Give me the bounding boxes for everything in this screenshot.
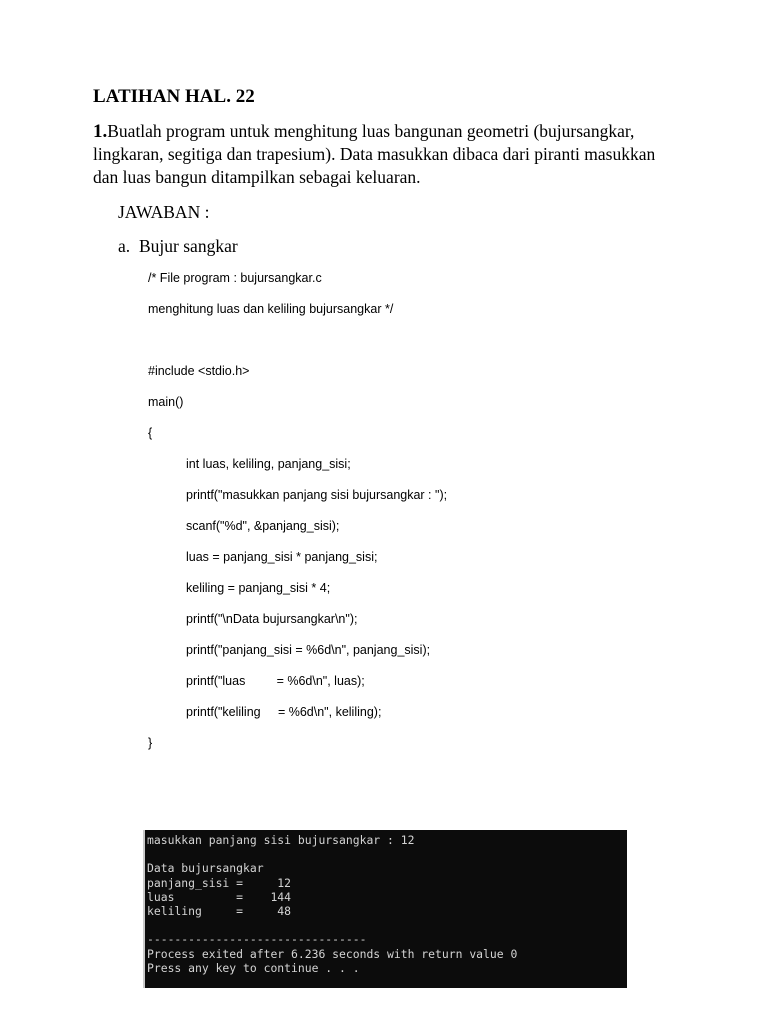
task-line-1 [93, 120, 683, 143]
answer-label: JAWABAN : [118, 202, 210, 222]
console-line: keliling = 48 [147, 903, 292, 918]
console-line: Press any key to continue . . . [147, 960, 360, 975]
console-output-screenshot [143, 830, 627, 988]
task-text-2: lingkaran, segitiga dan trapesium). Data masukkan dibaca dari piranti masukkan [93, 144, 656, 164]
task-text-3: dan luas bangun ditampilkan sebagai keluaran. [93, 167, 421, 187]
console-line: -------------------------------- [147, 932, 367, 947]
code-line: { [148, 426, 153, 440]
console-line [147, 918, 627, 932]
console-line: Data bujursangkar [147, 861, 264, 876]
console-line: luas = 144 [147, 889, 292, 904]
code-line: } [148, 736, 153, 750]
subsection-label: Bujur sangkar [139, 236, 238, 256]
task-paragraph [93, 120, 683, 189]
code-line: printf("\nData bujursangkar\n"); [186, 612, 358, 626]
code-line: #include <stdio.h> [148, 364, 250, 378]
task-text-1: Buatlah program untuk menghitung luas bangunan geometri (bujursangkar, [107, 121, 635, 141]
code-line: printf("panjang_sisi = %6d\n", panjang_sisi); [186, 643, 431, 657]
console-line: masukkan panjang sisi bujursangkar : 12 [147, 833, 415, 847]
code-line: scanf("%d", &panjang_sisi); [186, 519, 340, 533]
console-line: panjang_sisi = 12 [147, 875, 292, 890]
subsection-marker: a. [118, 236, 131, 256]
subsection-heading [118, 236, 238, 257]
document-title: LATIHAN HAL. 22 [93, 86, 255, 107]
console-line [147, 847, 627, 861]
task-number: 1. [93, 121, 108, 142]
code-line: luas = panjang_sisi * panjang_sisi; [186, 550, 378, 564]
code-line: printf("masukkan panjang sisi bujursangkar : "); [186, 488, 448, 502]
code-line: printf("luas = %6d\n", luas); [186, 674, 365, 688]
code-line: printf("keliling = %6d\n", keliling); [186, 705, 382, 719]
code-line: menghitung luas dan keliling bujursangkar */ [148, 302, 394, 316]
console-line: Process exited after 6.236 seconds with return value 0 [147, 946, 518, 961]
code-line: keliling = panjang_sisi * 4; [186, 581, 331, 595]
code-line: main() [148, 395, 184, 409]
code-line: int luas, keliling, panjang_sisi; [186, 457, 351, 471]
code-line: /* File program : bujursangkar.c [148, 271, 322, 285]
